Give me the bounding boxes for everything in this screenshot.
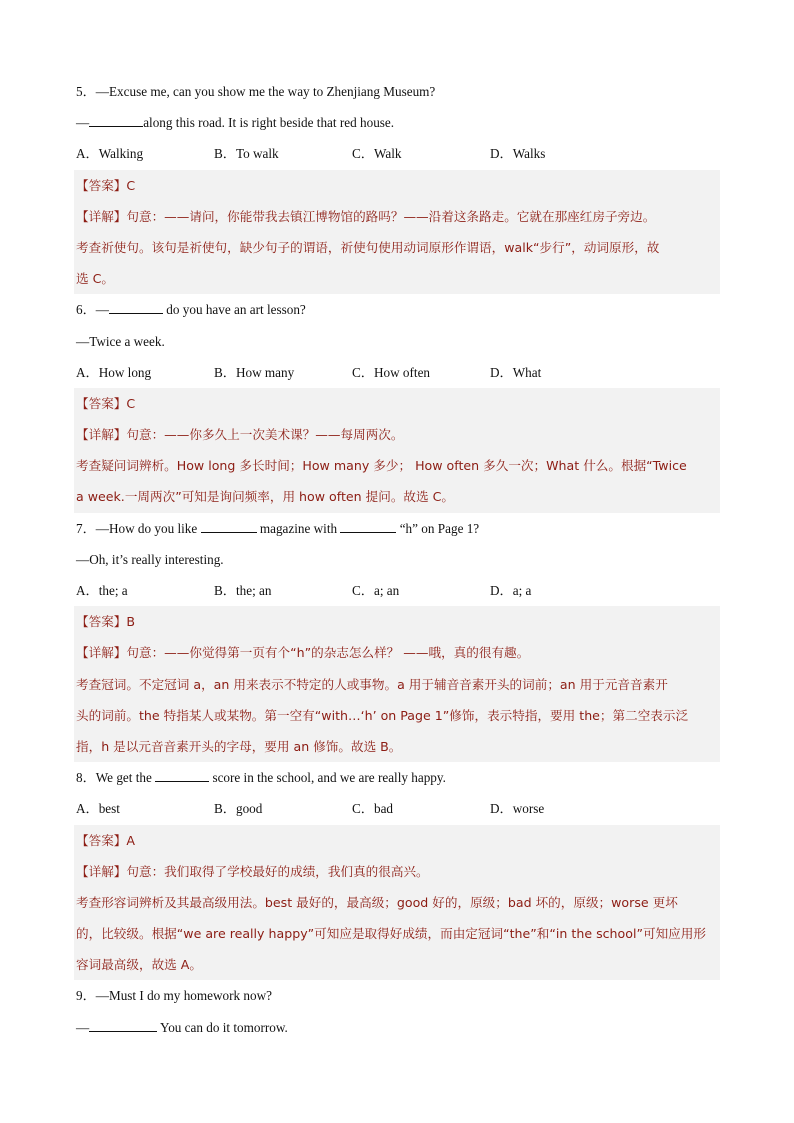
- option-c: C．Walk: [352, 146, 402, 162]
- question-9-response: [74, 1012, 720, 1043]
- detail-line: 指，h 是以元音音素开头的字母，要用 an 修饰。故选 B。: [76, 738, 402, 754]
- question-6-options: [74, 357, 720, 388]
- option-b: B．good: [214, 801, 263, 817]
- question-7-part-1: 7．—How do you like: [76, 520, 201, 536]
- question-5-answer-block: [74, 170, 720, 295]
- detail-line: 头的词前。the 特指某人或某物。第一空有“with…‘h’ on Page 1”修饰，表示特指，要用 the；第二空表示泛: [76, 707, 689, 723]
- question-7-part-2: magazine with: [256, 520, 341, 536]
- question-6-suffix: do you have an art lesson?: [162, 302, 306, 318]
- answer-line: 【答案】C: [76, 177, 136, 193]
- option-d: D．Walks: [490, 146, 546, 162]
- question-6-response: —Twice a week.: [76, 333, 165, 349]
- question-5-response-text: along this road. It is right beside that red house.: [143, 115, 395, 131]
- detail-line: 考查形容词辨析及其最高级用法。best 最好的，最高级；good 好的，原级；bad 坏的，原级；worse 更坏: [76, 894, 678, 910]
- question-7-part-3: “h” on Page 1?: [396, 520, 480, 536]
- answer-blank: [109, 300, 163, 314]
- detail-line: 的，比较级。根据“we are really happy”可知应是取得好成绩，而由定冠词“the”和“in the school”可知应用形: [76, 926, 706, 942]
- answer-blank: [89, 1018, 157, 1032]
- question-7-options: [74, 575, 720, 606]
- option-a: A．best: [76, 801, 120, 817]
- detail-line: 容词最高级，故选 A。: [76, 957, 202, 973]
- option-d: D．worse: [490, 801, 545, 817]
- answer-line: 【答案】B: [76, 614, 136, 630]
- option-b: B．How many: [214, 364, 295, 380]
- detail-line: 考查祈使句。该句是祈使句，缺少句子的谓语，祈使句使用动词原形作谓语，walk“步行”，动词原形，故: [76, 239, 660, 255]
- detail-line: 考查疑问词辨析。How long 多长时间；How many 多少； How often 多久一次；What 什么。根据“Twice: [76, 458, 687, 474]
- option-b: B．To walk: [214, 146, 279, 162]
- option-d: D．a; a: [490, 583, 532, 598]
- detail-line: 【详解】句意：我们取得了学校最好的成绩，我们真的很高兴。: [76, 863, 429, 879]
- question-9-response-text: You can do it tomorrow.: [157, 1019, 288, 1035]
- option-c: C．a; an: [352, 583, 400, 598]
- question-8-part-2: score in the school, and we are really happy.: [209, 770, 446, 786]
- dash: —: [76, 1019, 90, 1035]
- detail-line: a week.一周两次”可知是询问频率，用 how often 提问。故选 C。: [76, 489, 454, 505]
- question-5-options: [74, 138, 720, 169]
- answer-blank: [340, 519, 396, 533]
- answer-blank: [201, 519, 257, 533]
- detail-line: 【详解】句意：——你多久上一次美术课？——每周两次。: [76, 427, 404, 443]
- question-6-answer-block: [74, 388, 720, 513]
- question-8-answer-block: [74, 825, 720, 981]
- answer-line: 【答案】C: [76, 395, 136, 411]
- answer-line: 【答案】A: [76, 832, 135, 848]
- option-c: C．bad: [352, 801, 394, 817]
- question-7-answer-block: [74, 606, 720, 762]
- dash: —: [76, 115, 90, 131]
- detail-line: 【详解】句意：——请问，你能带我去镇江博物馆的路吗？——沿着这条路走。它就在那座红房子旁边。: [76, 208, 656, 224]
- answer-blank: [89, 113, 143, 127]
- detail-line: 考查冠词。不定冠词 a，an 用来表示不特定的人或事物。a 用于辅音音素开头的词前；an 用于元音音素开: [76, 676, 668, 692]
- detail-line: 【详解】句意：——你觉得第一页有个“h”的杂志怎么样？ ——哦，真的很有趣。: [76, 645, 530, 661]
- option-d: D．What: [490, 364, 542, 380]
- question-6-stem: [74, 294, 720, 325]
- question-8-part-1: 8．We get the: [76, 770, 156, 786]
- question-5-response: [74, 107, 720, 138]
- question-7-response: —Oh, it’s really interesting.: [76, 551, 224, 567]
- option-a: A．How long: [76, 364, 152, 380]
- question-6-prefix: 6．—: [76, 302, 109, 318]
- answer-blank: [155, 768, 209, 782]
- detail-line: 选 C。: [76, 271, 114, 287]
- option-b: B．the; an: [214, 583, 272, 598]
- question-8-options: [74, 793, 720, 824]
- option-c: C．How often: [352, 364, 431, 380]
- option-a: A．Walking: [76, 146, 144, 162]
- question-9-stem: 9．—Must I do my homework now?: [76, 988, 272, 1004]
- question-8-stem: [74, 762, 720, 793]
- question-7-stem: [74, 513, 720, 544]
- question-5-stem: 5．—Excuse me, can you show me the way to Zhenjiang Museum?: [76, 84, 436, 99]
- option-a: A．the; a: [76, 583, 128, 598]
